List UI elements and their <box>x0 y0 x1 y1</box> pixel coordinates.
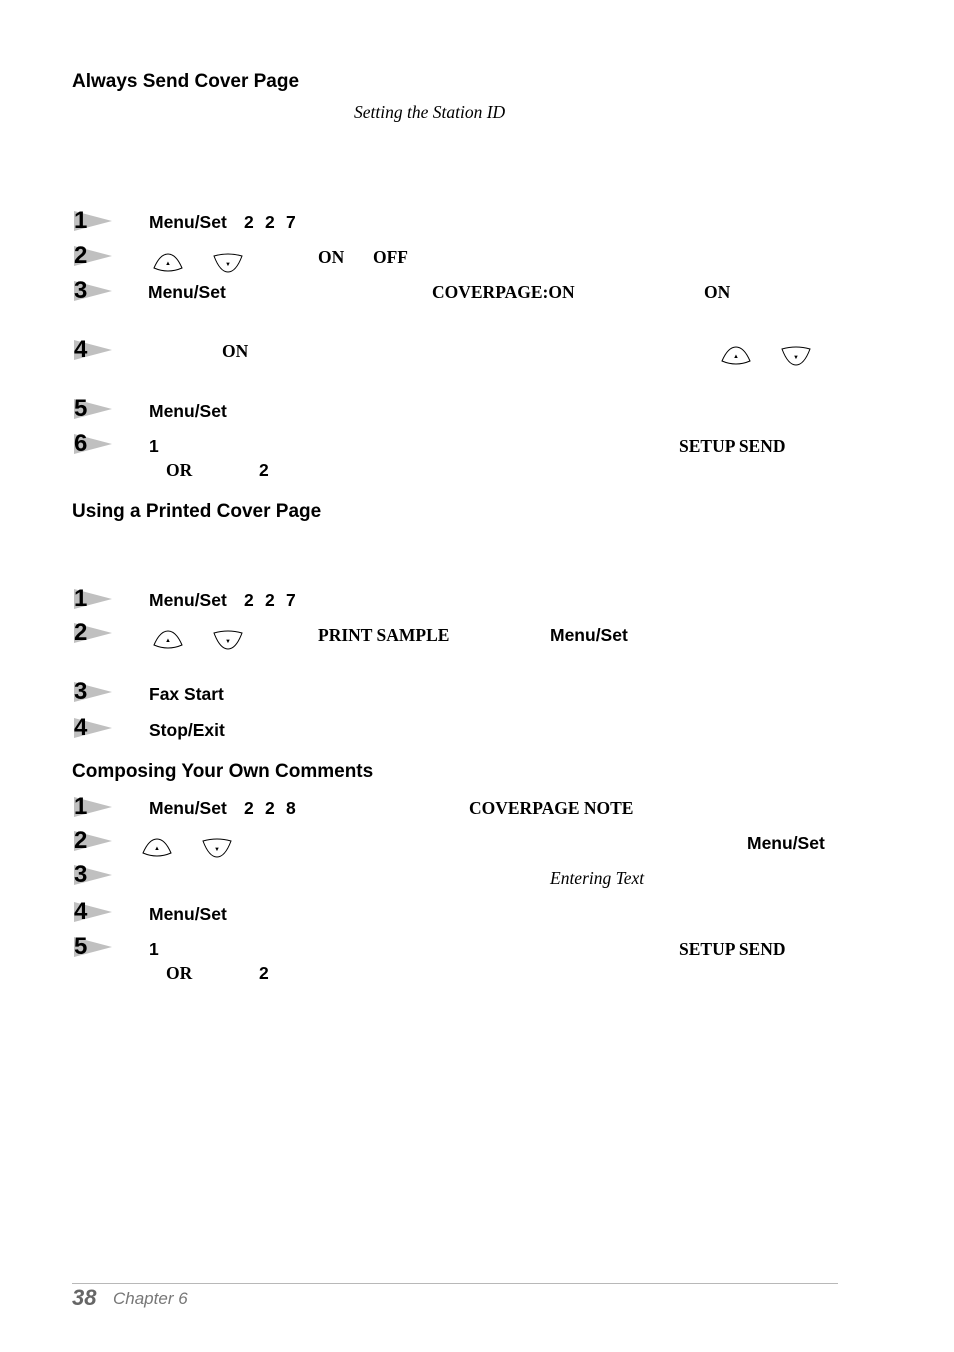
key-menu-set: Menu/Set <box>149 798 227 818</box>
up-arrow-key-icon <box>152 252 184 274</box>
svg-text:▲: ▲ <box>165 638 171 644</box>
step-number: 1 <box>74 210 112 232</box>
key-menu-set: Menu/Set <box>149 212 227 232</box>
key-digit: 2 <box>259 460 269 480</box>
key-digit: 7 <box>286 590 296 610</box>
down-arrow-key-icon <box>212 629 244 651</box>
option-on: ON <box>222 341 249 361</box>
key-digit: 8 <box>286 798 296 818</box>
page-number: 38 <box>72 1285 97 1310</box>
or-text: OR <box>166 460 193 480</box>
key-menu-set: Menu/Set <box>149 401 227 421</box>
step-number: 5 <box>74 398 112 420</box>
display-print-sample: PRINT SAMPLE <box>318 625 450 645</box>
up-arrow-key-icon <box>141 837 173 859</box>
step-number: 3 <box>74 864 112 886</box>
key-menu-set: Menu/Set <box>148 282 226 302</box>
step-number: 1 <box>74 588 112 610</box>
key-digit: 1 <box>149 436 159 456</box>
step-number: 6 <box>74 433 112 455</box>
cross-reference-station-id: Setting the Station ID <box>354 102 506 122</box>
key-digit: 2 <box>244 798 254 818</box>
svg-text:▼: ▼ <box>214 847 220 853</box>
step-number: 3 <box>74 280 112 302</box>
display-coverpage-note: COVERPAGE NOTE <box>469 798 634 818</box>
svg-text:▲: ▲ <box>733 354 739 360</box>
key-digit: 2 <box>244 590 254 610</box>
up-arrow-key-icon <box>152 629 184 651</box>
key-menu-set: Menu/Set <box>149 904 227 924</box>
key-digit: 1 <box>149 939 159 959</box>
key-digit: 2 <box>265 798 275 818</box>
option-on: ON <box>704 282 731 302</box>
step-number: 1 <box>74 796 112 818</box>
display-setup-send: SETUP SEND <box>679 436 786 456</box>
step-number: 2 <box>74 830 112 852</box>
option-on: ON <box>318 247 345 267</box>
key-fax-start: Fax Start <box>149 684 224 704</box>
step-number: 2 <box>74 245 112 267</box>
svg-text:▼: ▼ <box>225 639 231 645</box>
down-arrow-key-icon <box>212 252 244 274</box>
step-number: 4 <box>74 339 112 361</box>
option-off: OFF <box>373 247 408 267</box>
key-menu-set: Menu/Set <box>747 833 825 853</box>
chapter-label: Chapter 6 <box>113 1289 188 1308</box>
key-digit: 2 <box>244 212 254 232</box>
step-number: 5 <box>74 936 112 958</box>
cross-reference-entering-text: Entering Text <box>550 868 645 888</box>
key-digit: 2 <box>265 212 275 232</box>
footer-divider <box>72 1283 838 1284</box>
section-title-printed-cover: Using a Printed Cover Page <box>72 501 322 522</box>
key-stop-exit: Stop/Exit <box>149 720 225 740</box>
key-digit: 7 <box>286 212 296 232</box>
svg-text:▼: ▼ <box>225 262 231 268</box>
step-number: 4 <box>74 717 112 739</box>
step-number: 3 <box>74 681 112 703</box>
key-menu-set: Menu/Set <box>550 625 628 645</box>
key-digit: 2 <box>265 590 275 610</box>
step-number: 2 <box>74 622 112 644</box>
key-digit: 2 <box>259 963 269 983</box>
down-arrow-key-icon <box>201 837 233 859</box>
down-arrow-key-icon <box>780 345 812 367</box>
step-number: 4 <box>74 901 112 923</box>
svg-text:▲: ▲ <box>154 846 160 852</box>
or-text: OR <box>166 963 193 983</box>
display-setup-send: SETUP SEND <box>679 939 786 959</box>
svg-text:▲: ▲ <box>165 261 171 267</box>
display-coverpage-on: COVERPAGE:ON <box>432 282 575 302</box>
svg-text:▼: ▼ <box>793 355 799 361</box>
up-arrow-key-icon <box>720 345 752 367</box>
section-title-always-send: Always Send Cover Page <box>72 71 300 92</box>
section-title-own-comments: Composing Your Own Comments <box>72 761 374 782</box>
key-menu-set: Menu/Set <box>149 590 227 610</box>
